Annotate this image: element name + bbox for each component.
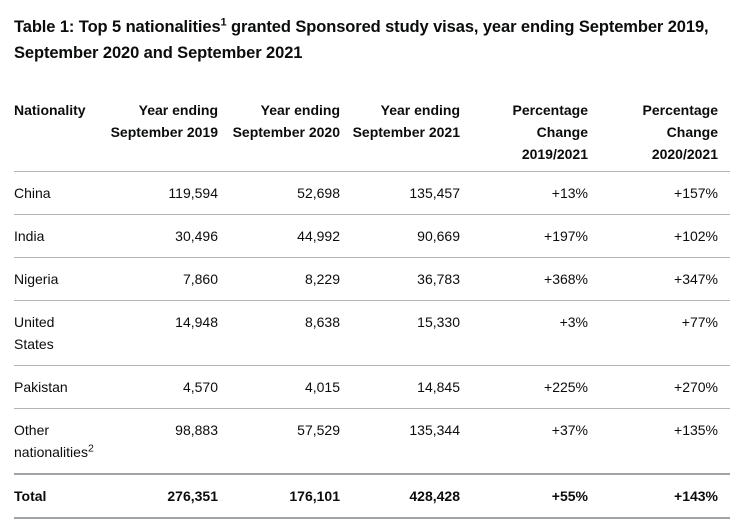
visa-nationality-table (14, 96, 730, 519)
col-header-pct-change-2019-2021 (472, 96, 600, 172)
cell-value: +37% (472, 409, 600, 475)
total-cell-value: +143% (600, 474, 730, 518)
cell-value: +77% (600, 301, 730, 366)
header-line: September 2019 (110, 124, 218, 140)
col-header-nationality (14, 96, 110, 172)
header-line: 2019/2021 (521, 146, 588, 162)
cell-value: +13% (472, 172, 600, 215)
table-row-nigeria (14, 258, 730, 301)
cell-value: 135,457 (352, 172, 472, 215)
header-line: Change (666, 124, 718, 140)
cell-value: 8,229 (230, 258, 352, 301)
cell-value: 90,669 (352, 215, 472, 258)
title-text: Table 1: Top 5 nationalities (14, 18, 221, 36)
row-label-text: Other nationalities (14, 422, 88, 460)
total-cell-value: 276,351 (110, 474, 230, 518)
cell-value: 135,344 (352, 409, 472, 475)
header-line: Year ending (260, 102, 340, 118)
row-label (14, 409, 110, 475)
cell-value: +270% (600, 366, 730, 409)
table-row-pakistan (14, 366, 730, 409)
row-label: China (14, 172, 110, 215)
header-line: September 2020 (232, 124, 340, 140)
cell-value: +347% (600, 258, 730, 301)
cell-value: +225% (472, 366, 600, 409)
col-header-year-ending-sep-2020 (230, 96, 352, 172)
cell-value: +157% (600, 172, 730, 215)
cell-value: 4,015 (230, 366, 352, 409)
cell-value: +368% (472, 258, 600, 301)
header-line: Change (536, 124, 588, 140)
header-line: Percentage (642, 102, 718, 118)
total-cell-value: 428,428 (352, 474, 472, 518)
total-cell-value: +55% (472, 474, 600, 518)
cell-value: 36,783 (352, 258, 472, 301)
row-label: India (14, 215, 110, 258)
header-line: September 2021 (352, 124, 460, 140)
cell-value: 15,330 (352, 301, 472, 366)
cell-value: 52,698 (230, 172, 352, 215)
col-header-year-ending-sep-2019 (110, 96, 230, 172)
table-row-united-states (14, 301, 730, 366)
table-row-total (14, 474, 730, 518)
cell-value: +102% (600, 215, 730, 258)
row-label: United States (14, 301, 110, 366)
header-line: Percentage (512, 102, 588, 118)
cell-value: 7,860 (110, 258, 230, 301)
table-header (14, 96, 730, 172)
row-label: Pakistan (14, 366, 110, 409)
total-cell-value: 176,101 (230, 474, 352, 518)
table-row-china (14, 172, 730, 215)
table-row-other-nationalities (14, 409, 730, 475)
cell-value: 57,529 (230, 409, 352, 475)
footnote-marker-1: 1 (220, 16, 227, 29)
footnote-marker-2: 2 (87, 442, 94, 455)
cell-value: 14,845 (352, 366, 472, 409)
cell-value: 98,883 (110, 409, 230, 475)
total-row-label: Total (14, 474, 110, 518)
header-line: 2020/2021 (651, 146, 718, 162)
cell-value: +135% (600, 409, 730, 475)
cell-value: 8,638 (230, 301, 352, 366)
cell-value: 30,496 (110, 215, 230, 258)
col-header-pct-change-2020-2021 (600, 96, 730, 172)
cell-value: +197% (472, 215, 600, 258)
header-line: Nationality (14, 102, 86, 118)
header-line: Year ending (380, 102, 460, 118)
page-title (14, 14, 720, 66)
cell-value: 14,948 (110, 301, 230, 366)
col-header-year-ending-sep-2021 (352, 96, 472, 172)
cell-value: +3% (472, 301, 600, 366)
table-header-row (14, 96, 730, 172)
title-text-continued: granted Sponsored study visas, year ending September 2019, September 2020 and September 2021 (14, 18, 709, 62)
header-line: Year ending (138, 102, 218, 118)
table-row-india (14, 215, 730, 258)
table-body (14, 172, 730, 519)
cell-value: 4,570 (110, 366, 230, 409)
cell-value: 44,992 (230, 215, 352, 258)
cell-value: 119,594 (110, 172, 230, 215)
row-label: Nigeria (14, 258, 110, 301)
